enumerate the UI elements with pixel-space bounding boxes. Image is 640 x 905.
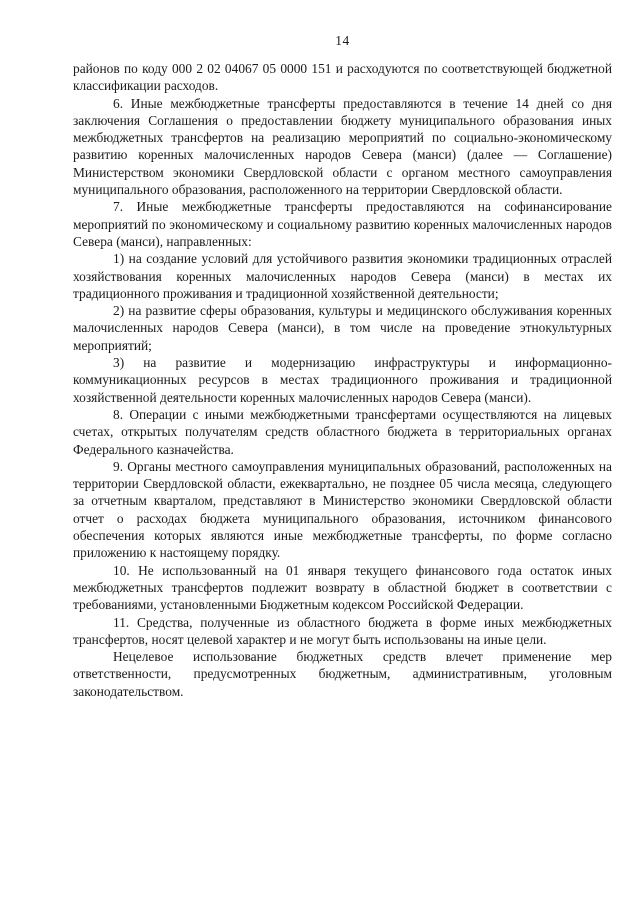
paragraph-item-6: 6. Иные межбюджетные трансферты предоставляются в течение 14 дней со дня заключения Соглашения о предоставлении бюджету муниципального образования иных межбюджетных трансфертов на реализацию мероприятий по социально-экономическому развитию коренных малочисленных народов Севера (манси) (далее — Соглашение) Министерством экономики Свердловской области с органом местного самоуправления муниципального образования, расположенного на территории Свердловской области.: [73, 95, 612, 198]
paragraph-item-7: 7. Иные межбюджетные трансферты предоставляются на софинансирование мероприятий по экономическому и социальному развитию коренных малочисленных народов Севера (манси), направленных:: [73, 199, 612, 249]
paragraph-subitem-2: 2) на развитие сферы образования, культуры и медицинского обслуживания коренных малочисленных народов Севера (манси), в том числе на проведение этнокультурных мероприятий;: [73, 303, 612, 353]
paragraph-item-9: 9. Органы местного самоуправления муниципальных образований, расположенных на территории Свердловской области, ежеквартально, не позднее 05 числа месяца, следующего за отчетным кварталом, представляют в Министерство экономики Свердловской области отчет о расходах бюджета муниципального образования, источником финансового обеспечения которых являются иные межбюджетные трансферты, по форме согласно приложению к настоящему порядку.: [73, 458, 612, 561]
paragraph-item-8: 8. Операции с иными межбюджетными трансфертами осуществляются на лицевых счетах, открытых получателям средств областного бюджета в территориальных органах Федерального казначейства.: [73, 406, 612, 457]
paragraph-subitem-1: 1) на создание условий для устойчивого развития экономики традиционных отраслей хозяйствования коренных малочисленных народов Севера (манси) в местах их традиционного проживания и традиционной хозяйственной деятельности;: [73, 251, 612, 301]
paragraph-item-11: 11. Средства, полученные из областного бюджета в форме иных межбюджетных трансфертов, носят целевой характер и не могут быть использованы на иные цели.: [73, 614, 612, 647]
page-number: 14: [335, 33, 350, 48]
paragraph-item-10: 10. Не использованный на 01 января текущего финансового года остаток иных межбюджетных трансфертов подлежит возврату в областной бюджет в соответствии с требованиями, установленными Бюджетным кодексом Российской Федерации.: [73, 562, 612, 613]
paragraph-subitem-3: 3) на развитие и модернизацию инфраструктуры и информационно-коммуникационных ресурсов в местах традиционного проживания и традиционной хозяйственной деятельности коренных малочисленных народов Севера (манси).: [73, 355, 612, 405]
document-page: [73, 32, 612, 700]
paragraph-closing: Нецелевое использование бюджетных средств влечет применение мер ответственности, предусмотренных бюджетным, административным, уголовным законодательством.: [73, 649, 612, 699]
paragraph-continuation: районов по коду 000 2 02 04067 05 0000 151 и расходуются по соответствующей бюджетной классификации расходов.: [73, 61, 612, 94]
